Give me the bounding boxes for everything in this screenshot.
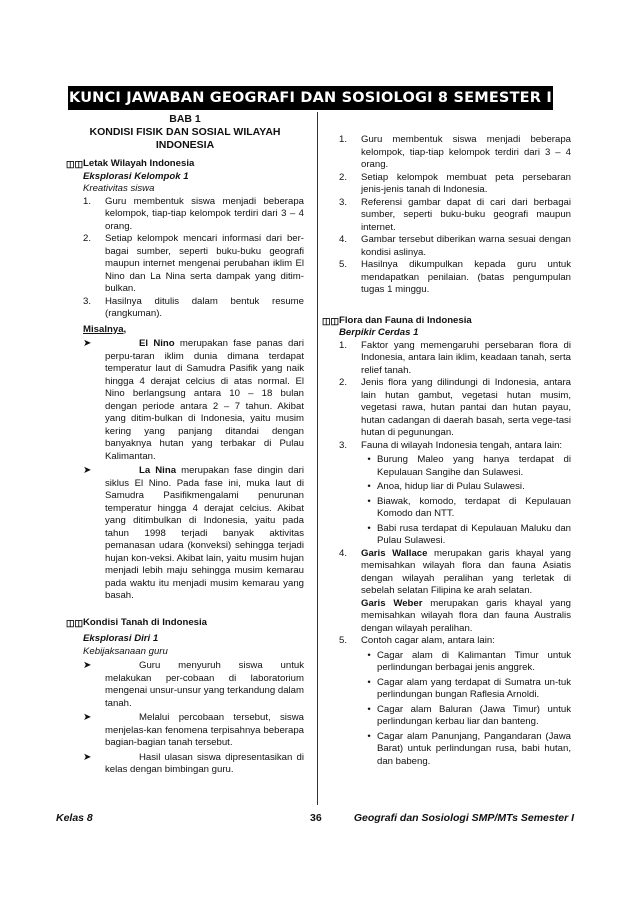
- list-item: 4. Gambar tersebut diberikan warna sesuai dengan kondisi aslinya.: [339, 234, 571, 258]
- footer-class: Kelas 8: [56, 812, 93, 824]
- bullet-icon: •: [367, 703, 371, 715]
- list-item: 3. Hasilnya ditulis dalam bentuk resume (rangkuman).: [83, 295, 304, 319]
- section-title: Flora dan Fauna di Indonesia: [339, 314, 472, 326]
- bullet-icon: •: [367, 522, 371, 534]
- section-heading: [322, 315, 571, 328]
- list-item: • Cagar alam Panunjang, Pangandaran (Jawa Barat) untuk perlindungan rusa, babi hutan, dan babeng.: [361, 731, 571, 769]
- list-item: 1. Faktor yang memengaruhi persebaran flora di Indonesia, antara lain iklim, keadaan tanah, serta relief tanah.: [339, 339, 571, 376]
- arrow-right-icon: ➤: [83, 712, 92, 723]
- section-heading: [66, 158, 304, 171]
- arrow-right-icon: ➤: [83, 751, 92, 763]
- bullet-icon: •: [367, 649, 371, 661]
- page-banner: KUNCI JAWABAN GEOGRAFI DAN SOSIOLOGI 8 SEMESTER I: [68, 86, 553, 110]
- example-label: Misalnya,: [83, 323, 127, 335]
- list-item: ➤ La Nina merupakan fase dingin dari siklus El Nino. Pada fase ini, muka laut di Samudra Pasifikmengalami penurunan temperatur hingga 4 derajat celcius. Akibat yang ditimbulkan di Indonesia, yaitu pada tahun 1998 terjadi banyak aktivitas pemanasan udara (konveksi) sehingga terjadi hujan kon-veksi. Akibat lain, yaitu musim hujan menjadi lebih maju sehingga musim kemarau pada waktu itu menjadi musim kemarau yang basah.: [83, 465, 304, 601]
- list-item: 1. Guru membentuk siswa menjadi beberapa kelompok, tiap-tiap kelompok terdiri dari 3 – 4 orang.: [83, 195, 304, 232]
- activity-title: Eksplorasi Kelompok 1: [83, 170, 189, 182]
- book-icon: ◫◫: [322, 315, 340, 326]
- list-item: • Biawak, komodo, terdapat di Kepulauan Komodo dan NTT.: [361, 496, 571, 521]
- list-item: • Cagar alam Baluran (Jawa Timur) untuk perlindungan kerbau liar dan banteng.: [361, 704, 571, 729]
- list-item: 5. Contoh cagar alam, antara lain:: [339, 635, 495, 646]
- footer-book-title: Geografi dan Sosiologi SMP/MTs Semester I: [353, 812, 574, 824]
- list-item: ➤ Guru menyuruh siswa untuk melakukan per-cobaan di laboratorium mengenai unsur-unsur yang terkandung dalam tanah.: [83, 660, 304, 709]
- list-item: 3. Fauna di wilayah Indonesia tengah, antara lain:: [339, 439, 563, 451]
- list-item: 3. Referensi gambar dapat di cari dari berbagai sumber, seperti buku-buku geografi maupun internet.: [339, 196, 571, 233]
- arrow-right-icon: ➤: [83, 465, 92, 476]
- list-item: • Cagar alam yang terdapat di Sumatra un-tuk perlindungan bungan Raflesia Arnoldi.: [361, 677, 571, 702]
- section-title: Letak Wilayah Indonesia: [83, 158, 195, 169]
- list-item: ➤ Hasil ulasan siswa dipresentasikan di kelas dengan bimbingan guru.: [83, 751, 304, 775]
- page-number: 36: [310, 812, 322, 824]
- list-item: 4. Garis Wallace merupakan garis khayal yang memisahkan wilayah flora dan fauna Asiatis dengan wilayah peralihan yang terletak di sebelah selatan Filipina ke arah selatan.: [339, 547, 571, 596]
- chapter-number: BAB 1: [169, 113, 201, 125]
- list-item: • Burung Maleo yang hanya terdapat di Kepulauan Sangihe dan Sulawesi.: [361, 454, 571, 479]
- chapter-title-line1: KONDISI FISIK DAN SOSIAL WILAYAH: [89, 126, 281, 138]
- chapter-title-line2: INDONESIA: [155, 139, 215, 151]
- activity-title: Eksplorasi Diri 1: [83, 633, 159, 644]
- list-item: 2. Setiap kelompok mencari informasi dari ber-bagai sumber, seperti buku-buku geografi maupun internet mengenai perubahan iklim El Nino dan La Nina serta dampak yang ditim-bulkan.: [83, 233, 304, 294]
- book-icon: ◫◫: [66, 617, 84, 628]
- bullet-icon: •: [367, 454, 371, 465]
- bullet-icon: •: [367, 730, 371, 742]
- activity-label: Kreativitas siswa: [83, 183, 155, 194]
- arrow-right-icon: ➤: [83, 660, 92, 671]
- section-heading: [66, 617, 304, 630]
- bullet-icon: •: [367, 676, 371, 688]
- activity-label: Kebijaksanaan guru: [83, 645, 168, 657]
- list-item: • Anoa, hidup liar di Pulau Sulawesi.: [361, 481, 571, 494]
- book-icon: ◫◫: [66, 159, 84, 169]
- list-item: • Babi rusa terdapat di Kepulauan Maluku dan Pulau Sulawesi.: [361, 523, 571, 548]
- list-item: 1. Guru membentuk siswa menjadi beberapa kelompok, tiap-tiap kelompok terdiri dari 3 – 4 orang.: [339, 134, 571, 170]
- activity-title: Berpikir Cerdas 1: [339, 327, 419, 338]
- list-item: • Cagar alam di Kalimantan Timur untuk perlindungan berbagai jenis anggrek.: [361, 650, 571, 675]
- list-item: 5. Hasilnya dikumpulkan kepada guru untuk mendapatkan penilaian. (batas pengumpulan tugas 1 minggu.: [339, 259, 571, 295]
- list-item: ➤ Melalui percobaan tersebut, siswa menjelas-kan fenomena terpisahnya beberapa bagian-bagian tanah tersebut.: [83, 712, 304, 748]
- right-column: [322, 134, 571, 768]
- left-column: [66, 113, 304, 777]
- list-item: 2. Jenis flora yang dilindungi di Indonesia, antara lain hutan gambut, vegetasi hutan musim, vegetasi rawa, hutan pantai dan hutan payau, hutan cadangan di daerah basah, serta vege-tasi hutan di pegunungan.: [339, 377, 571, 438]
- list-item: 2. Setiap kelompok membuat peta persebaran jenis-jenis tanah di Indonesia.: [339, 171, 571, 195]
- list-item: ➤ El Nino merupakan fase panas dari perpu-taran iklim dunia dimana terdapat temperatur laut di Samudra Pasifik yang naik hingga 4 derajat celcius di atas normal. El Nino berlangsung antara 10 – 18 bulan dengan periode antara 2 – 7 tahun. Akibat yang ditim-bulkan di Indonesia, yaitu musim kering yang panjang ditandai dengan banyaknya hutan yang terbakar di Pulau Kalimantan.: [83, 338, 304, 462]
- column-divider: [317, 112, 318, 805]
- bullet-icon: •: [367, 495, 371, 507]
- section-title: Kondisi Tanah di Indonesia: [83, 616, 208, 628]
- arrow-right-icon: ➤: [83, 338, 92, 349]
- bullet-icon: •: [367, 481, 371, 492]
- list-item-continuation: Garis Weber merupakan garis khayal yang memisahkan wilayah flora dan fauna Australis dengan wilayah peralihan.: [361, 597, 571, 634]
